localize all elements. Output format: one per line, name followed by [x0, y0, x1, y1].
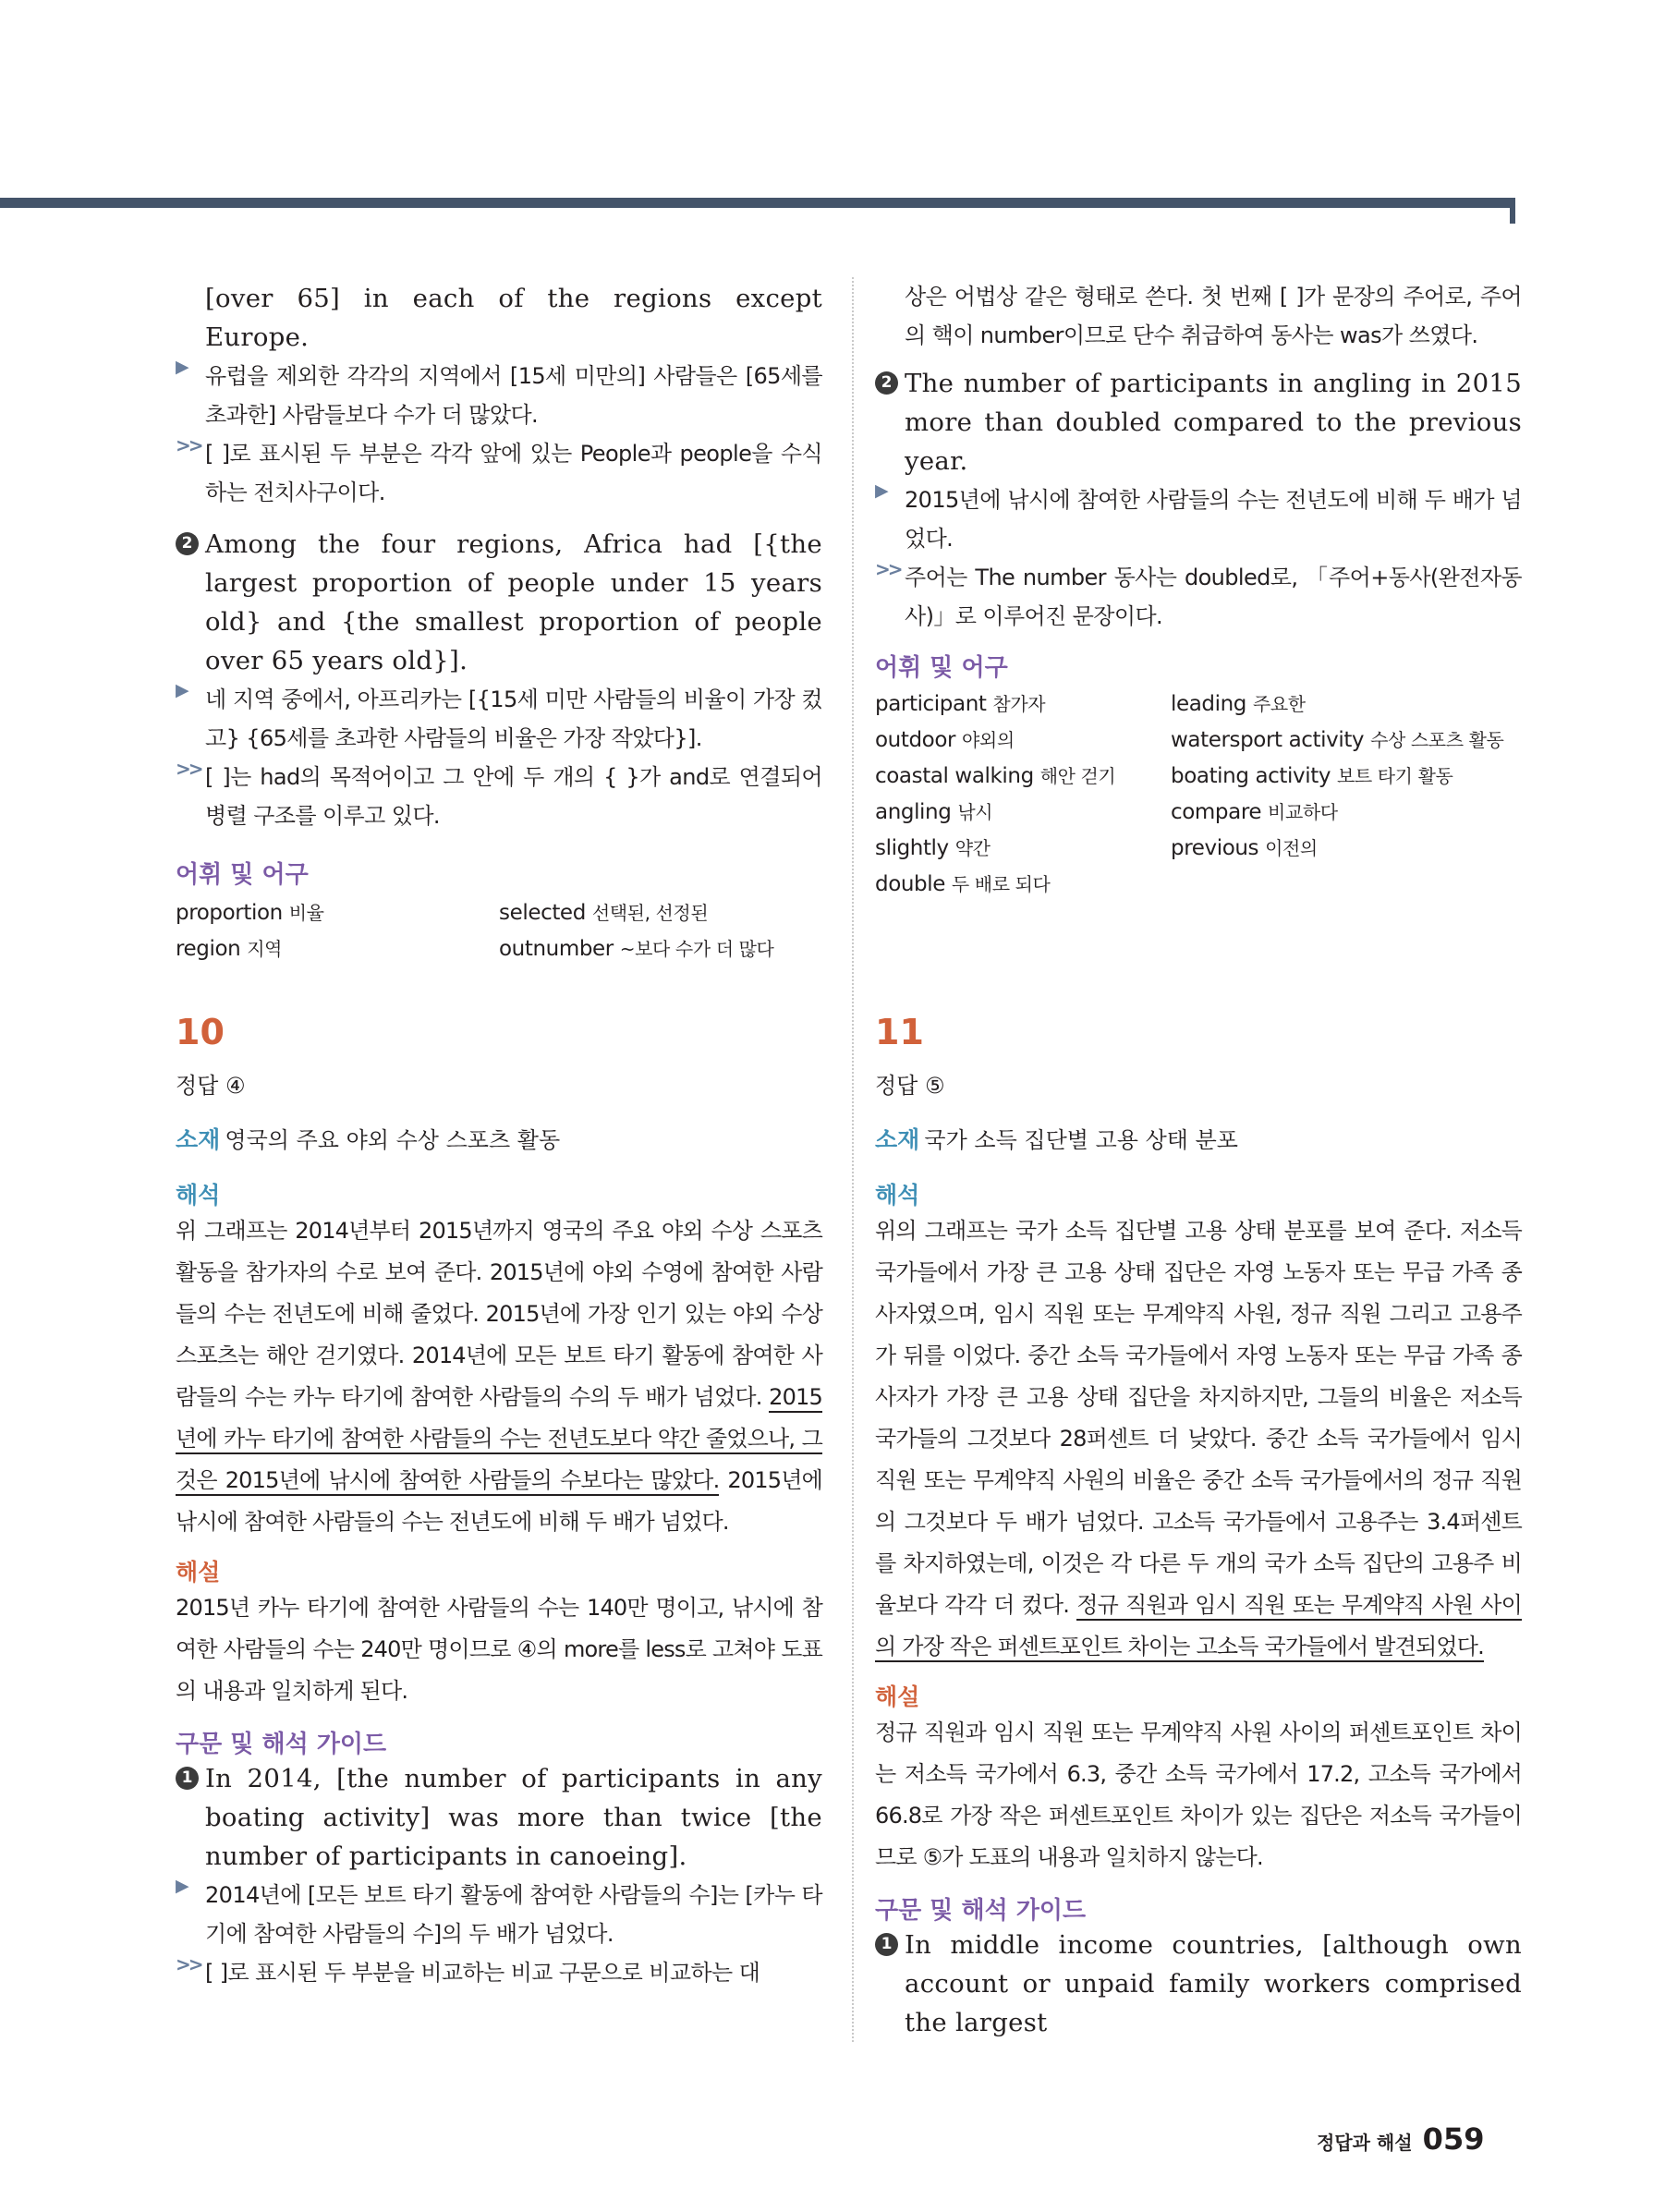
- vocab-entry: watersport activity 수상 스포츠 활동: [1171, 728, 1504, 752]
- vocab-entry: boating activity 보트 타기 활동: [1171, 764, 1453, 788]
- answer: 정답 ⑤: [875, 1073, 945, 1099]
- note-text: [ ]로 표시된 두 부분은 각각 앞에 있는 People과 people을 수식하는 전치사구이다.: [205, 441, 822, 505]
- translation-text: 2015년에 낚시에 참여한 사람들의 수는 전년도에 비해 두 배가 넘었다.: [905, 487, 1522, 552]
- answer: 정답 ④: [176, 1073, 246, 1099]
- double-chevron-icon: >>: [875, 558, 901, 580]
- underlined-sentence: 2015년에 카누 타기에 참여한 사람들의 수는 전년도보다 약간 줄었으나, 그것은 2015년에 낚시에 참여한 사람들의 수보다는 많았다.: [176, 1384, 822, 1496]
- explanation-body: 정규 직원과 임시 직원 또는 무계약직 사원 사이의 퍼센트포인트 차이는 저소득 국가에서 6.3, 중간 소득 국가에서 17.2, 고소득 국가에서 66.8로 가장 작은 퍼센트포인트 차이가 있는 집단은 저소득 국가들이므로 ⑤가 도표의 내용과 일치하지 않는다.: [875, 1720, 1522, 1870]
- vocab-title: 어휘 및 어구: [875, 654, 1008, 682]
- vocab-entry: compare 비교하다: [1171, 800, 1338, 824]
- double-chevron-icon: >>: [176, 1953, 201, 1975]
- circled-number-1: 1: [176, 1767, 199, 1790]
- explanation-title: 해설: [176, 1559, 221, 1586]
- vocab-entry: proportion 비율: [176, 901, 324, 925]
- explanation-body: 2015년 카누 타기에 참여한 사람들의 수는 140만 명이고, 낚시에 참여한 사람들의 수는 240만 명이므로 ④의 more를 less로 고쳐야 도표의 내용과 일치하게 된다.: [176, 1595, 822, 1704]
- translation-text: 2014년에 [모든 보트 타기 활동에 참여한 사람들의 수]는 [카누 타기에 참여한 사람들의 수]의 두 배가 넘었다.: [205, 1882, 822, 1947]
- triangle-right-icon: ▶: [176, 357, 189, 377]
- page-number: 059: [1422, 2121, 1485, 2157]
- note-item: [875, 558, 1522, 636]
- sentence-english: In middle income countries, [although own account or unpaid family workers comprised the largest: [905, 1930, 1522, 2037]
- topic-label: 소재: [875, 1126, 920, 1153]
- column-divider: [852, 277, 854, 2042]
- sentence-english: Among the four regions, Africa had [{the largest proportion of people under 15 years old} and {the smallest proportion of people over 65 years old}].: [205, 529, 822, 675]
- guide-title: 구문 및 해석 가이드: [176, 1731, 387, 1758]
- sentence-item-1: [875, 1926, 1522, 2042]
- continuation-english: [over 65] in each of the regions except Europe.: [205, 284, 822, 352]
- vocab-entry: region 지역: [176, 937, 283, 961]
- translation-text: 네 지역 중에서, 아프리카는 [{15세 미만 사람들의 비율이 가장 컸고} {65세를 초과한 사람들의 비율은 가장 작았다}].: [205, 687, 822, 751]
- topic-line: [875, 1122, 1522, 1155]
- translation-item: [875, 480, 1522, 558]
- note-item: [176, 758, 822, 835]
- vocab-entry: participant 참가자: [875, 692, 1046, 716]
- double-chevron-icon: >>: [176, 434, 201, 456]
- guide-title: 구문 및 해석 가이드: [875, 1897, 1087, 1925]
- vocab-list: [875, 687, 1522, 903]
- vocab-entry: previous 이전의: [1171, 836, 1318, 860]
- note-text: [ ]는 had의 목적어이고 그 안에 두 개의 { }가 and로 연결되어 병렬 구조를 이루고 있다.: [205, 764, 822, 829]
- question-10: [176, 1012, 822, 1992]
- topic-text: 영국의 주요 야외 수상 스포츠 활동: [225, 1127, 561, 1153]
- vocab-entry: coastal walking 해안 걷기: [875, 764, 1116, 788]
- vocab-entry: angling 낚시: [875, 800, 993, 824]
- continuation-note: 상은 어법상 같은 형태로 쓴다. 첫 번째 [ ]가 문장의 주어로, 주어의 핵이 number이므로 단수 취급하여 동사는 was가 쓰였다.: [905, 284, 1522, 348]
- right-column: [875, 277, 1523, 2037]
- circled-number-2: 2: [176, 532, 199, 555]
- translation-title: 해석: [875, 1182, 920, 1209]
- translation-item: [176, 357, 822, 434]
- topic-line: [176, 1122, 822, 1155]
- sentence-item-2: [875, 364, 1522, 480]
- topic-text: 국가 소득 집단별 고용 상태 분포: [924, 1127, 1238, 1153]
- sentence-item-1: [176, 1759, 822, 1876]
- page-footer: [1317, 2121, 1484, 2157]
- triangle-right-icon: ▶: [176, 1876, 189, 1896]
- vocab-title: 어휘 및 어구: [176, 861, 309, 889]
- translation-title: 해석: [176, 1182, 221, 1209]
- top-bar: [0, 198, 1510, 208]
- vocab-entry: double 두 배로 되다: [875, 872, 1051, 896]
- circled-number-2: 2: [875, 371, 898, 395]
- note-text: [ ]로 표시된 두 부분을 비교하는 비교 구문으로 비교하는 대: [205, 1960, 760, 1986]
- vocab-entry: leading 주요한: [1171, 692, 1306, 716]
- circled-number-1: 1: [875, 1933, 898, 1956]
- triangle-right-icon: ▶: [176, 680, 189, 700]
- vocab-entry: slightly 약간: [875, 836, 991, 860]
- explanation-title: 해설: [875, 1683, 920, 1710]
- translation-text: 유럽을 제외한 각각의 지역에서 [15세 미만의] 사람들은 [65세를 초과한] 사람들보다 수가 더 많았다.: [205, 363, 822, 428]
- double-chevron-icon: >>: [176, 758, 201, 780]
- translation-item: [176, 680, 822, 758]
- vocab-entry: selected 선택된, 선정된: [499, 901, 709, 925]
- topic-label: 소재: [176, 1126, 221, 1153]
- translation-body: 위의 그래프는 국가 소득 집단별 고용 상태 분포를 보여 준다. 저소득 국가들에서 가장 큰 고용 상태 집단은 자영 노동자 또는 무급 가족 종사자였으며, 임시 직원 또는 무계약직 사원, 정규 직원 그리고 고용주가 뒤를 이었다. 중간 소득 국가들에서 자영 노동자 또는 무급 가족 종사자가 가장 큰 고용 상태 집단을 차지하지만, 그들의 비율은 저소득 국가들의 그것보다 28퍼센트 더 낮았다. 중간 소득 국가들에서 임시 직원 또는 무계약직 사원의 비율은 중간 소득 국가들에서의 정규 직원의 그것보다 두 배가 넘었다. 고소득 국가들에서 고용주는 3.4퍼센트를 차지하였는데, 이것은 각 다른 두 개의 국가 소득 집단의 고용주 비율보다 각각 더 컸다. 정규 직원과 임시 직원 또는 무계약직 사원 사이의 가장 작은 퍼센트포인트 차이는 고소득 국가들에서 발견되었다.: [875, 1210, 1522, 1668]
- translation-item: [176, 1876, 822, 1953]
- note-item: [176, 434, 822, 512]
- translation-body: 위 그래프는 2014년부터 2015년까지 영국의 주요 야외 수상 스포츠 활동을 참가자의 수로 보여 준다. 2015년에 야외 수영에 참여한 사람들의 수는 전년도에 비해 줄었다. 2015년에 가장 인기 있는 야외 수상 스포츠는 해안 걷기였다. 2014년에 모든 보트 타기 활동에 참여한 사람들의 수는 카누 타기에 참여한 사람들의 수의 두 배가 넘었다. 2015년에 카누 타기에 참여한 사람들의 수는 전년도보다 약간 줄었으나, 그것은 2015년에 낚시에 참여한 사람들의 수보다는 많았다. 2015년에 낚시에 참여한 사람들의 수는 전년도에 비해 두 배가 넘었다.: [176, 1218, 822, 1535]
- note-text: 주어는 The number 동사는 doubled로, 「주어+동사(완전자동사)」로 이루어진 문장이다.: [905, 565, 1522, 629]
- question-number: 11: [875, 1012, 924, 1052]
- question-number: 10: [176, 1012, 225, 1052]
- vocab-entry: outdoor 야외의: [875, 728, 1015, 752]
- underlined-sentence: 정규 직원과 임시 직원 또는 무계약직 사원 사이의 가장 작은 퍼센트포인트 차이는 고소득 국가들에서 발견되었다.: [875, 1592, 1522, 1662]
- vocab-entry: outnumber ~보다 수가 더 많다: [499, 937, 774, 961]
- triangle-right-icon: ▶: [875, 480, 889, 501]
- sentence-english: In 2014, [the number of participants in any boating activity] was more than twice [the number of participants in canoeing].: [205, 1764, 822, 1871]
- sentence-item-2: [176, 525, 822, 680]
- sentence-english: The number of participants in angling in 2015 more than doubled compared to the previous year.: [905, 369, 1522, 476]
- top-bar-tick: [1510, 198, 1515, 224]
- vocab-list: [176, 895, 822, 967]
- question-11: [875, 1012, 1522, 2042]
- footer-label: 정답과 해설: [1317, 2132, 1413, 2154]
- note-item: [176, 1953, 822, 1992]
- left-column: [176, 277, 822, 1986]
